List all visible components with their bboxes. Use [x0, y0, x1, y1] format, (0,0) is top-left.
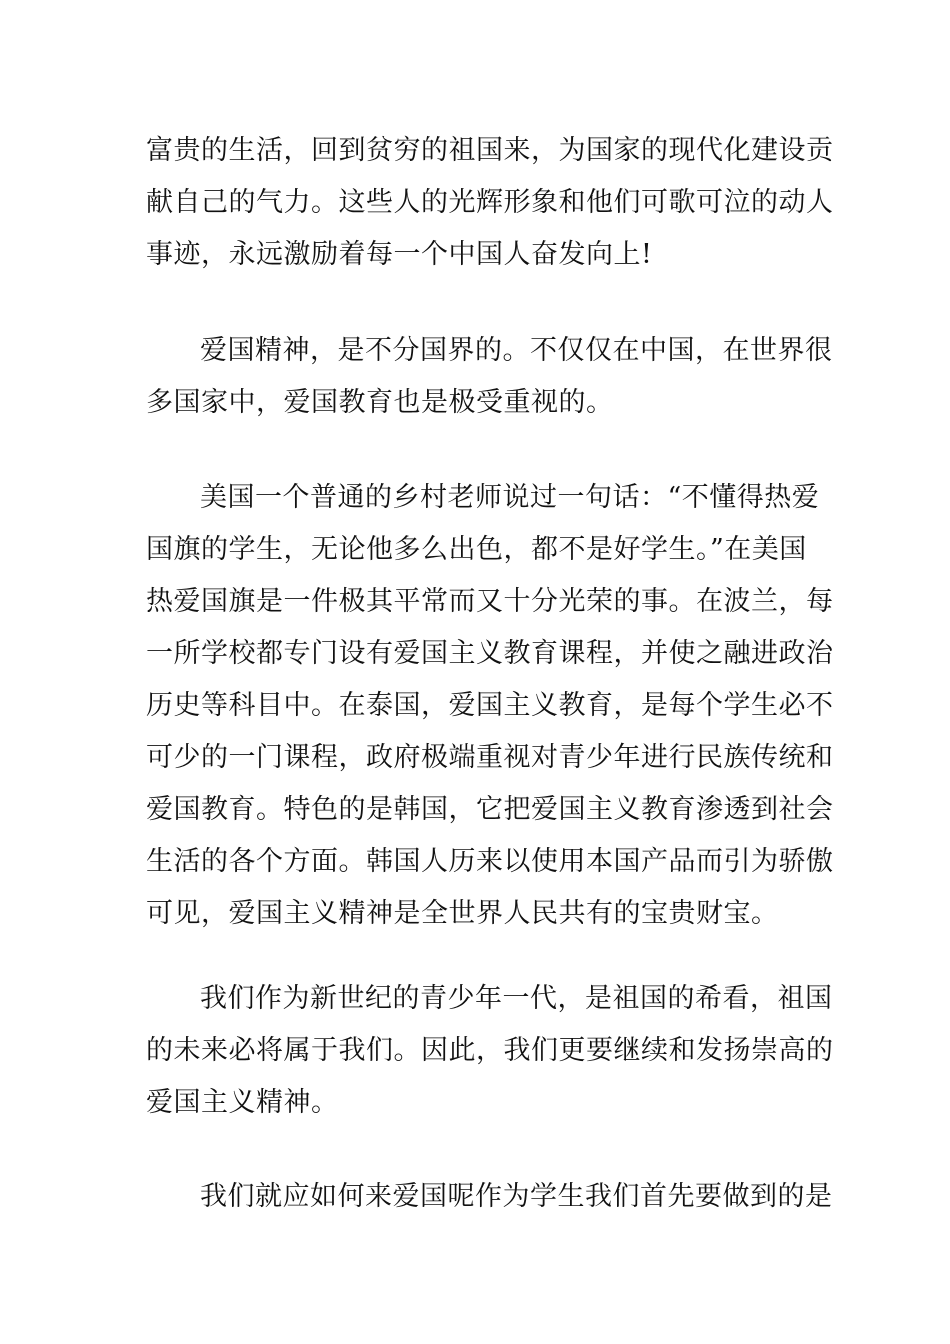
paragraph-patriotism-in-other-countries	[146, 472, 834, 940]
text-line: 可见，爱国主义精神是全世界人民共有的宝贵财宝。	[146, 898, 779, 929]
text-line: 事迹，永远激励着每一个中国人奋发向上!	[146, 239, 653, 270]
text-line: 我们就应如何来爱国呢作为学生我们首先要做到的是	[200, 1181, 833, 1212]
text-line: 富贵的生活，回到贫穷的祖国来，为国家的现代化建设贡	[146, 135, 834, 166]
text-line: 一所学校都专门设有爱国主义教育课程，并使之融进政治	[146, 638, 834, 669]
text-line: 献自己的气力。这些人的光辉形象和他们可歌可泣的动人	[146, 187, 834, 218]
text-line: 爱国教育。特色的是韩国，它把爱国主义教育渗透到社会	[146, 794, 834, 825]
paragraph-how-to-love-country	[146, 1171, 833, 1223]
text-line: 我们作为新世纪的青少年一代，是祖国的希看，祖国	[200, 983, 833, 1014]
text-line: 可少的一门课程，政府极端重视对青少年进行民族传统和	[146, 742, 834, 773]
paragraph-youth-generation	[146, 973, 834, 1129]
paragraph-patriotism-no-borders	[146, 325, 833, 429]
text-line: 美国一个普通的乡村老师说过一句话：“不懂得热爱	[200, 482, 820, 513]
text-line: 爱国主义精神。	[146, 1087, 339, 1118]
text-line: 国旗的学生，无论他多么出色，都不是好学生。”在美国	[146, 534, 807, 565]
text-line: 的未来必将属于我们。因此，我们更要继续和发扬崇高的	[146, 1035, 834, 1066]
text-line: 生活的各个方面。韩国人历来以使用本国产品而引为骄傲	[146, 846, 834, 877]
paragraph-returning-to-motherland	[146, 125, 834, 281]
text-line: 多国家中，爱国教育也是极受重视的。	[146, 387, 614, 418]
text-line: 历史等科目中。在泰国，爱国主义教育，是每个学生必不	[146, 690, 834, 721]
text-line: 爱国精神，是不分国界的。不仅仅在中国，在世界很	[200, 335, 833, 366]
text-line: 热爱国旗是一件极其平常而又十分光荣的事。在波兰，每	[146, 586, 834, 617]
